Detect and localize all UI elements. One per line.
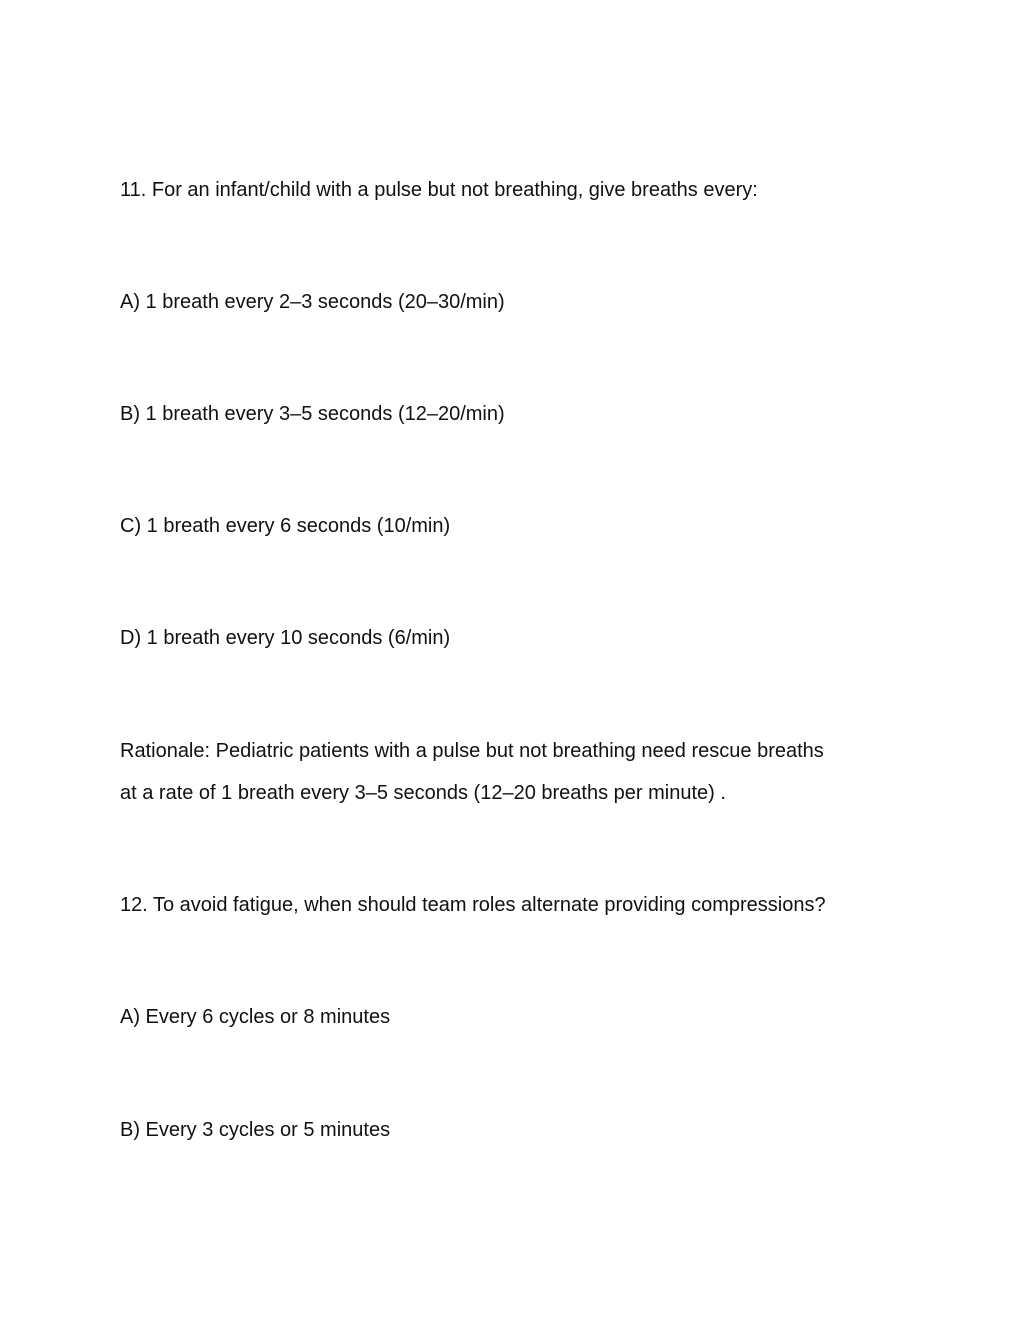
question-11-option-c: C) 1 breath every 6 seconds (10/min) (120, 515, 451, 537)
question-12-prompt: 12. To avoid fatigue, when should team roles alternate providing compressions? (120, 894, 826, 916)
question-12-option-a: A) Every 6 cycles or 8 minutes (120, 1006, 391, 1028)
question-11-option-a: A) 1 breath every 2–3 seconds (20–30/min) (120, 291, 505, 313)
question-11-option-b: B) 1 breath every 3–5 seconds (12–20/min) (120, 403, 505, 425)
question-11-rationale (120, 730, 900, 814)
rationale-line: Rationale: Pediatric patients with a pulse but not breathing need rescue breaths (120, 740, 824, 762)
rationale-line: at a rate of 1 breath every 3–5 seconds (12–20 breaths per minute) . (120, 782, 726, 804)
question-12-option-b: B) Every 3 cycles or 5 minutes (120, 1119, 391, 1141)
question-11-option-d: D) 1 breath every 10 seconds (6/min) (120, 627, 451, 649)
question-11-prompt: 11. For an infant/child with a pulse but not breathing, give breaths every: (120, 179, 758, 201)
